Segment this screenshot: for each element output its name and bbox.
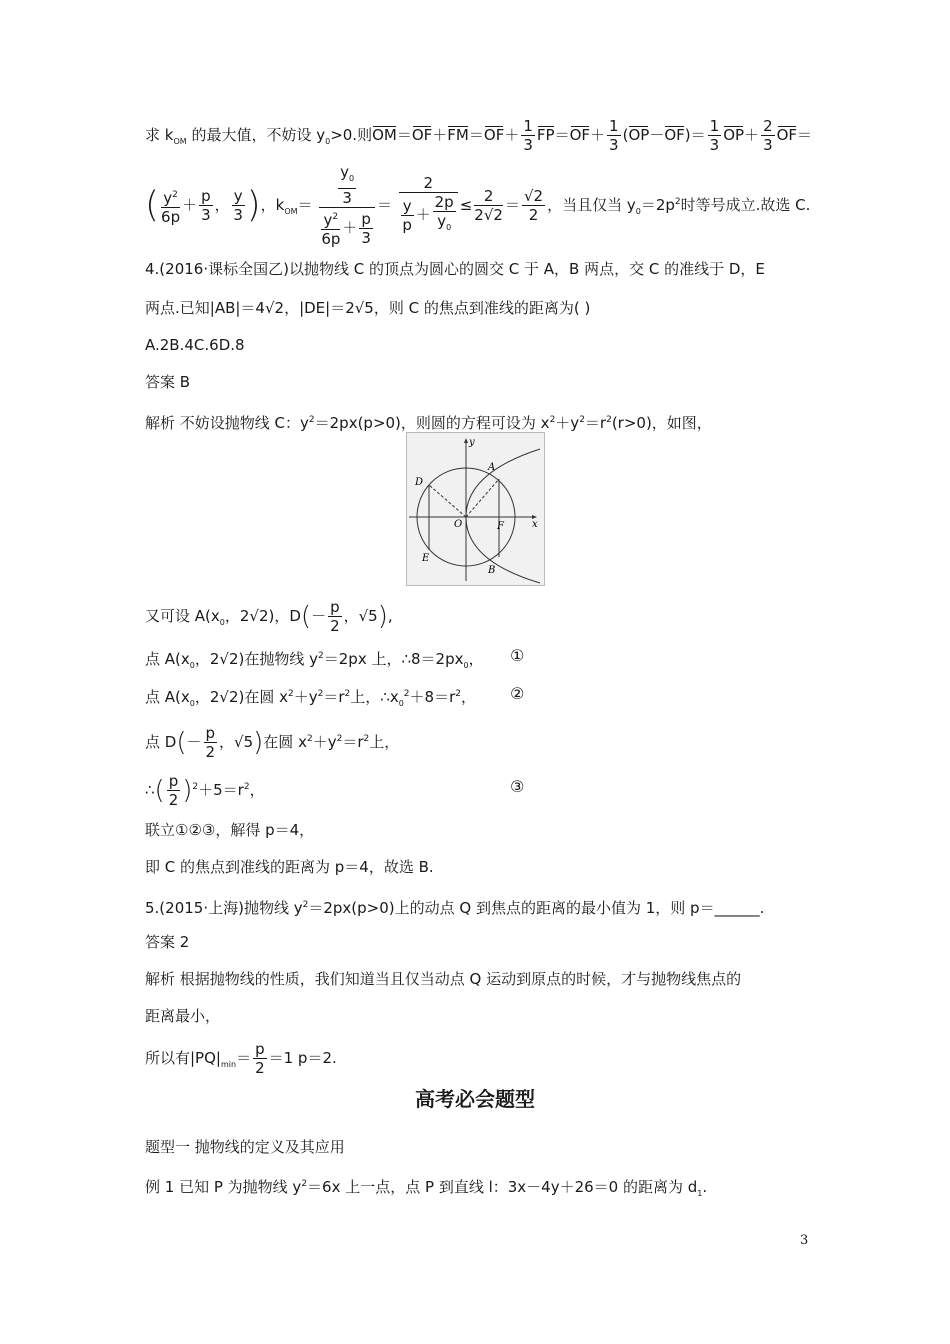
superscript: 2: [302, 900, 309, 910]
denominator: 2: [168, 791, 179, 809]
text: ，2√2)，D: [224, 607, 301, 625]
point-a-label: A: [488, 462, 496, 473]
vector: FP: [536, 126, 555, 144]
vector: OP: [723, 126, 745, 144]
denominator: 3: [201, 206, 211, 224]
vector: OM: [372, 126, 397, 144]
section-title: 高考必会题型: [415, 1087, 535, 1111]
text: ，当且仅当 y: [547, 196, 636, 214]
text: ): [253, 727, 264, 758]
text: －: [649, 126, 665, 144]
vector: FM: [447, 126, 469, 144]
denominator: 3: [523, 136, 533, 154]
text: ，√5: [343, 607, 378, 625]
numerator: p: [205, 724, 216, 742]
work-line-1: [145, 598, 393, 635]
fraction: [161, 186, 180, 226]
superscript: 2: [549, 415, 556, 425]
marker-3: ③: [510, 777, 525, 796]
subscript: 0: [189, 699, 195, 708]
text: (: [145, 184, 160, 226]
text: 点 D: [145, 733, 177, 751]
work-line-2: [145, 646, 484, 676]
x-label: x: [532, 519, 538, 530]
denominator: 2: [528, 206, 539, 224]
text: ＋y: [293, 688, 318, 706]
text: ＝r: [342, 733, 364, 751]
text: 时等号成立.故选 C.: [680, 196, 811, 214]
text: ＝: [797, 126, 813, 144]
radius-oa: [466, 479, 499, 517]
superscript: 2: [301, 1179, 308, 1189]
text: 例 1 已知 P 为抛物线 y: [145, 1178, 302, 1196]
text: 上，∴x: [350, 688, 399, 706]
text: y: [437, 212, 447, 230]
denominator: 3: [763, 136, 773, 154]
point-o-label: O: [454, 519, 463, 530]
parabola-circle-figure: [406, 432, 545, 586]
compound-fraction: [319, 163, 375, 248]
vector: OF: [664, 126, 685, 144]
text: ，k: [260, 196, 285, 214]
subscript: 0: [463, 661, 469, 670]
superscript: 2: [192, 782, 199, 792]
numerator: p: [201, 187, 211, 205]
question-4-line-1: 4.(2016·课标全国乙)以抛物线 C 的顶点为圆心的圆交 C 于 A，B 两点，交 C 的准线于 D，E: [145, 260, 765, 278]
question-5-analysis-1: 解析 根据抛物线的性质，我们知道当且仅当动点 Q 运动到原点的时候，才与抛物线焦点的: [145, 970, 742, 988]
text: ，√5: [219, 733, 254, 751]
fraction: [204, 724, 218, 761]
y-label: y: [469, 437, 475, 448]
subscript: min: [220, 1060, 237, 1069]
point-b-label: B: [488, 565, 496, 576]
fraction: [607, 117, 621, 154]
denominator: 2: [255, 1059, 265, 1077]
text: ,: [387, 607, 393, 625]
fraction: [359, 210, 373, 247]
text: ): [182, 775, 193, 806]
text: (r>0)，如图，: [611, 414, 712, 432]
denominator: [399, 193, 458, 237]
numerator: [161, 186, 180, 208]
fraction: [401, 197, 414, 234]
marker-2: ②: [510, 684, 525, 703]
subscript: OM: [173, 137, 187, 146]
text: (: [300, 601, 312, 632]
fraction: [321, 208, 340, 248]
radius-od: [429, 485, 466, 517]
text: ＝6x 上一点，点 P 到直线 l：3x－4y＋26＝0 的距离为 d: [307, 1178, 698, 1196]
text: ): [377, 601, 388, 632]
y-axis-arrow: [464, 438, 468, 443]
text: 在圆 x: [263, 733, 307, 751]
text: ，: [460, 688, 476, 706]
text: ＝: [236, 1049, 252, 1067]
numerator: 2: [763, 117, 773, 135]
text: ＋: [504, 126, 520, 144]
numerator: p: [330, 598, 340, 616]
denominator: 3: [609, 136, 619, 154]
numerator: p: [168, 772, 179, 790]
text: 上，: [369, 733, 400, 751]
text: ≤: [459, 196, 473, 214]
superscript: 2: [332, 212, 339, 222]
text: 解析 不妨设抛物线 C：y: [145, 414, 309, 432]
text: y: [163, 188, 173, 207]
numerator: p: [361, 209, 371, 228]
fraction: [433, 193, 456, 237]
fraction: [253, 1040, 267, 1077]
text: ，: [249, 781, 265, 799]
text: ＝2px 上，∴8＝2px: [323, 650, 464, 668]
superscript: 2: [306, 734, 313, 744]
point-f-label: F: [497, 521, 504, 532]
text: ＝: [690, 126, 706, 144]
text: ＋: [432, 126, 448, 144]
question-5-analysis-2: 距离最小，: [145, 1007, 221, 1025]
text: ＝1 p＝2.: [268, 1049, 337, 1067]
fraction: [338, 163, 356, 207]
text: (: [154, 775, 165, 806]
superscript: 2: [363, 734, 370, 744]
solution-line-1: [145, 117, 812, 154]
denominator: 3: [233, 206, 243, 224]
point-d-label: D: [415, 477, 424, 488]
text: 5.(2015·上海)抛物线 y: [145, 899, 303, 917]
text: ＋: [342, 218, 358, 237]
superscript: 2: [243, 782, 250, 792]
denominator: 2: [205, 743, 216, 761]
superscript: 2: [288, 689, 294, 699]
subscript: 1: [697, 1189, 703, 1198]
text: ＝r: [323, 688, 345, 706]
text: .: [702, 1178, 708, 1196]
question-4-line-2: 两点.已知|AB|＝4√2，|DE|＝2√5，则 C 的焦点到准线的距离为( ): [145, 299, 591, 317]
text: 点 A(x: [145, 688, 190, 706]
work-line-3: [145, 684, 476, 714]
superscript: 2: [336, 734, 343, 744]
superscript: 2: [606, 415, 612, 425]
subscript: 0: [325, 137, 331, 146]
example-1: [145, 1174, 707, 1204]
numerator: 1: [609, 117, 619, 135]
text: ＝: [554, 126, 570, 144]
superscript: 2: [318, 651, 324, 661]
subscript: 0: [349, 174, 355, 183]
text: ，2√2)在圆 x: [194, 688, 289, 706]
denominator: [433, 212, 456, 237]
numerator: 2: [399, 174, 458, 193]
vector: OF: [483, 126, 505, 144]
text: 所以有|PQ|: [145, 1049, 221, 1067]
text: 又可设 A(x: [145, 607, 220, 625]
text: ＝: [468, 126, 484, 144]
text: ＝: [297, 196, 313, 214]
question-4-answer: 答案 B: [145, 373, 191, 391]
question-4-analysis: [145, 410, 712, 433]
denominator: 3: [342, 189, 352, 207]
question-5-answer: 答案 2: [145, 933, 190, 951]
vector: OF: [411, 126, 433, 144]
text: ＋y: [555, 414, 580, 432]
text: >0.则: [330, 126, 373, 144]
text: ＝: [504, 196, 520, 214]
text: －: [186, 733, 202, 751]
work-line-4: [145, 719, 399, 763]
fraction: [232, 187, 245, 224]
text: (: [622, 126, 629, 144]
numerator: [338, 163, 356, 189]
vector: OP: [628, 126, 650, 144]
fraction: [708, 117, 722, 154]
point-e-label: E: [422, 553, 430, 564]
subscript: 0: [398, 699, 404, 708]
superscript: 2: [308, 415, 315, 425]
text: ＝2px(p>0)，则圆的方程可设为 x: [314, 414, 550, 432]
numerator: [321, 208, 340, 230]
fraction: [521, 117, 535, 154]
numerator: 2p: [434, 193, 454, 211]
numerator: 2: [474, 187, 503, 206]
fraction: [199, 187, 213, 224]
work-line-7: 即 C 的焦点到准线的距离为 p＝4，故选 B.: [145, 858, 434, 876]
subscript: OM: [284, 207, 298, 216]
numerator: [319, 163, 375, 208]
text: ): [246, 184, 261, 226]
fraction: [522, 187, 545, 224]
work-line-5: [145, 767, 265, 811]
superscript: 2: [674, 197, 681, 207]
superscript: 2: [317, 689, 324, 699]
numerator: y: [402, 196, 412, 215]
text: ＋8＝r: [409, 688, 456, 706]
numerator: y: [233, 187, 243, 205]
text: ＝2px(p>0)上的动点 Q 到焦点的距离的最小值为 1，则 p＝______.: [308, 899, 765, 917]
denominator: [319, 208, 375, 248]
subscript: 0: [635, 207, 641, 216]
compound-fraction: [399, 174, 458, 237]
superscript: 2: [344, 689, 351, 699]
superscript: 2: [455, 689, 461, 699]
text: 点 A(x: [145, 650, 190, 668]
superscript: 2: [172, 189, 178, 200]
denominator: 3: [709, 136, 720, 154]
text: ＋: [590, 126, 606, 144]
denominator: 3: [361, 228, 371, 247]
text: ): [684, 126, 691, 144]
question-5-conclusion: [145, 1038, 337, 1085]
denominator: 2: [330, 617, 340, 635]
denominator: 6p: [161, 207, 181, 226]
numerator: 1: [523, 117, 533, 135]
text: (: [176, 727, 187, 758]
vector: OF: [776, 126, 798, 144]
fraction: [328, 598, 342, 635]
text: ＋5＝r: [198, 781, 244, 799]
superscript: 2: [403, 689, 410, 699]
text: ＋: [415, 205, 431, 224]
solution-line-2: [145, 162, 810, 252]
superscript: 2: [579, 415, 585, 425]
text: ＝: [396, 126, 412, 144]
text: ＋: [744, 126, 760, 144]
page-number: 3: [800, 1233, 809, 1248]
denominator: 6p: [321, 230, 341, 248]
text: ＋: [182, 196, 198, 214]
fraction: [761, 117, 775, 154]
text: ＝2p: [640, 196, 675, 214]
denominator: 2√2: [474, 206, 503, 224]
subscript: 0: [219, 618, 225, 627]
fraction: [474, 187, 503, 224]
text: 的最大值，不妨设 y: [186, 126, 326, 144]
text: 求 k: [145, 126, 174, 144]
numerator: √2: [523, 187, 544, 205]
subscript: 0: [446, 223, 452, 232]
figure-svg: [407, 433, 544, 585]
fraction: [167, 772, 181, 809]
text: y: [323, 211, 333, 229]
text: ＋y: [312, 733, 337, 751]
text: y: [340, 163, 350, 181]
text: －: [311, 607, 327, 625]
denominator: p: [402, 215, 412, 234]
vector: OF: [569, 126, 591, 144]
text: ，: [468, 650, 484, 668]
text: ＝: [376, 196, 392, 214]
type-heading: 题型一 抛物线的定义及其应用: [145, 1138, 345, 1156]
text: ∴: [145, 781, 155, 799]
marker-1: ①: [510, 646, 525, 665]
numerator: p: [255, 1040, 265, 1058]
text: ，2√2)在抛物线 y: [194, 650, 319, 668]
question-5: [145, 895, 764, 918]
work-line-6: 联立①②③，解得 p＝4，: [145, 821, 315, 839]
question-4-options: A.2B.4C.6D.8: [145, 336, 245, 354]
numerator: 1: [709, 117, 720, 135]
text: ，: [214, 196, 230, 214]
subscript: 0: [189, 661, 195, 670]
text: ＝r: [584, 414, 607, 432]
